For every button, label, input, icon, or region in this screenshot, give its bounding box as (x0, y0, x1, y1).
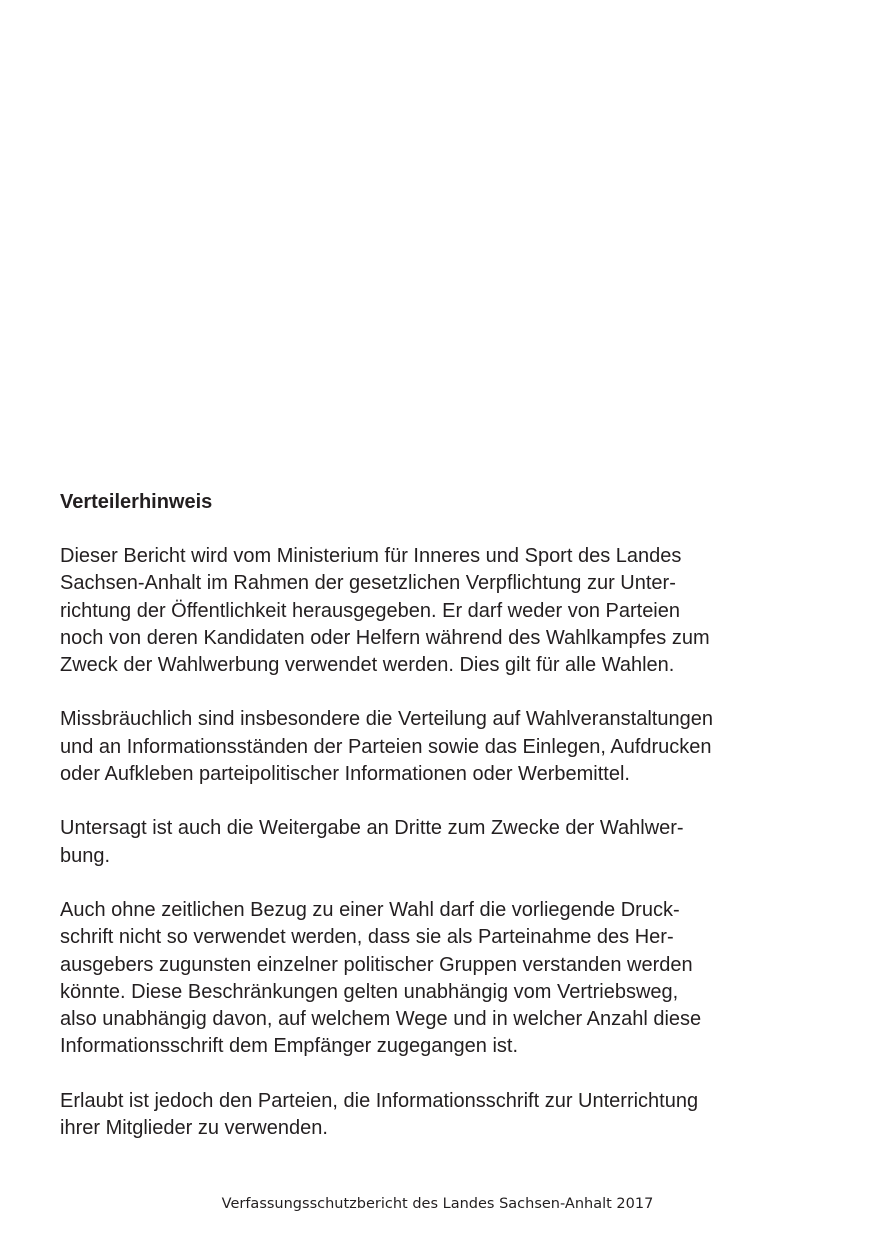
text-line: Sachsen-Anhalt im Rahmen der gesetzlichen Verpflichtung zur Unter- (60, 572, 676, 595)
paragraph-4 (60, 897, 820, 1061)
text-line: Missbräuchlich sind insbesondere die Verteilung auf Wahlveranstaltungen (60, 708, 713, 731)
text-line: Dieser Bericht wird vom Ministerium für Inneres und Sport des Landes (60, 545, 682, 567)
paragraph-5 (60, 1088, 820, 1143)
text-line: ausgebers zugunsten einzelner politischer Gruppen verstanden werden (60, 953, 693, 976)
text-line: ihrer Mitglieder zu verwenden. (60, 1117, 328, 1140)
text-line: also unabhängig davon, auf welchem Wege und in welcher Anzahl diese (60, 1008, 702, 1031)
paragraph-1 (60, 543, 820, 679)
distribution-notice (60, 489, 820, 1169)
text-line: könnte. Diese Beschränkungen gelten unabhängig vom Vertriebsweg, (60, 980, 679, 1003)
text-line: Auch ohne zeitlichen Bezug zu einer Wahl darf die vorliegende Druck- (60, 898, 680, 921)
notice-heading: Verteilerhinweis (60, 491, 213, 513)
text-line: schrift nicht so verwendet werden, dass sie als Parteinahme des Her- (60, 926, 674, 949)
paragraph-3 (60, 815, 820, 870)
text-line: oder Aufkleben parteipolitischer Informationen oder Werbemittel. (60, 763, 630, 786)
text-line: richtung der Öffentlichkeit herausgegeben. Er darf weder von Parteien (60, 599, 680, 622)
text-line: noch von deren Kandidaten oder Helfern während des Wahlkampfes zum (60, 626, 710, 649)
text-line: Informationsschrift dem Empfänger zugegangen ist. (60, 1035, 519, 1058)
text-line: Untersagt ist auch die Weitergabe an Dritte zum Zwecke der Wahlwer- (60, 817, 684, 840)
text-line: Erlaubt ist jedoch den Parteien, die Informationsschrift zur Unterrichtung (60, 1089, 699, 1112)
page-footer: Verfassungsschutzbericht des Landes Sachsen-Anhalt 2017 (221, 1196, 654, 1212)
text-line: und an Informationsständen der Parteien sowie das Einlegen, Aufdrucken (60, 735, 712, 758)
paragraph-2 (60, 706, 820, 788)
text-line: bung. (60, 844, 111, 867)
text-line: Zweck der Wahlwerbung verwendet werden. Dies gilt für alle Wahlen. (60, 654, 675, 677)
